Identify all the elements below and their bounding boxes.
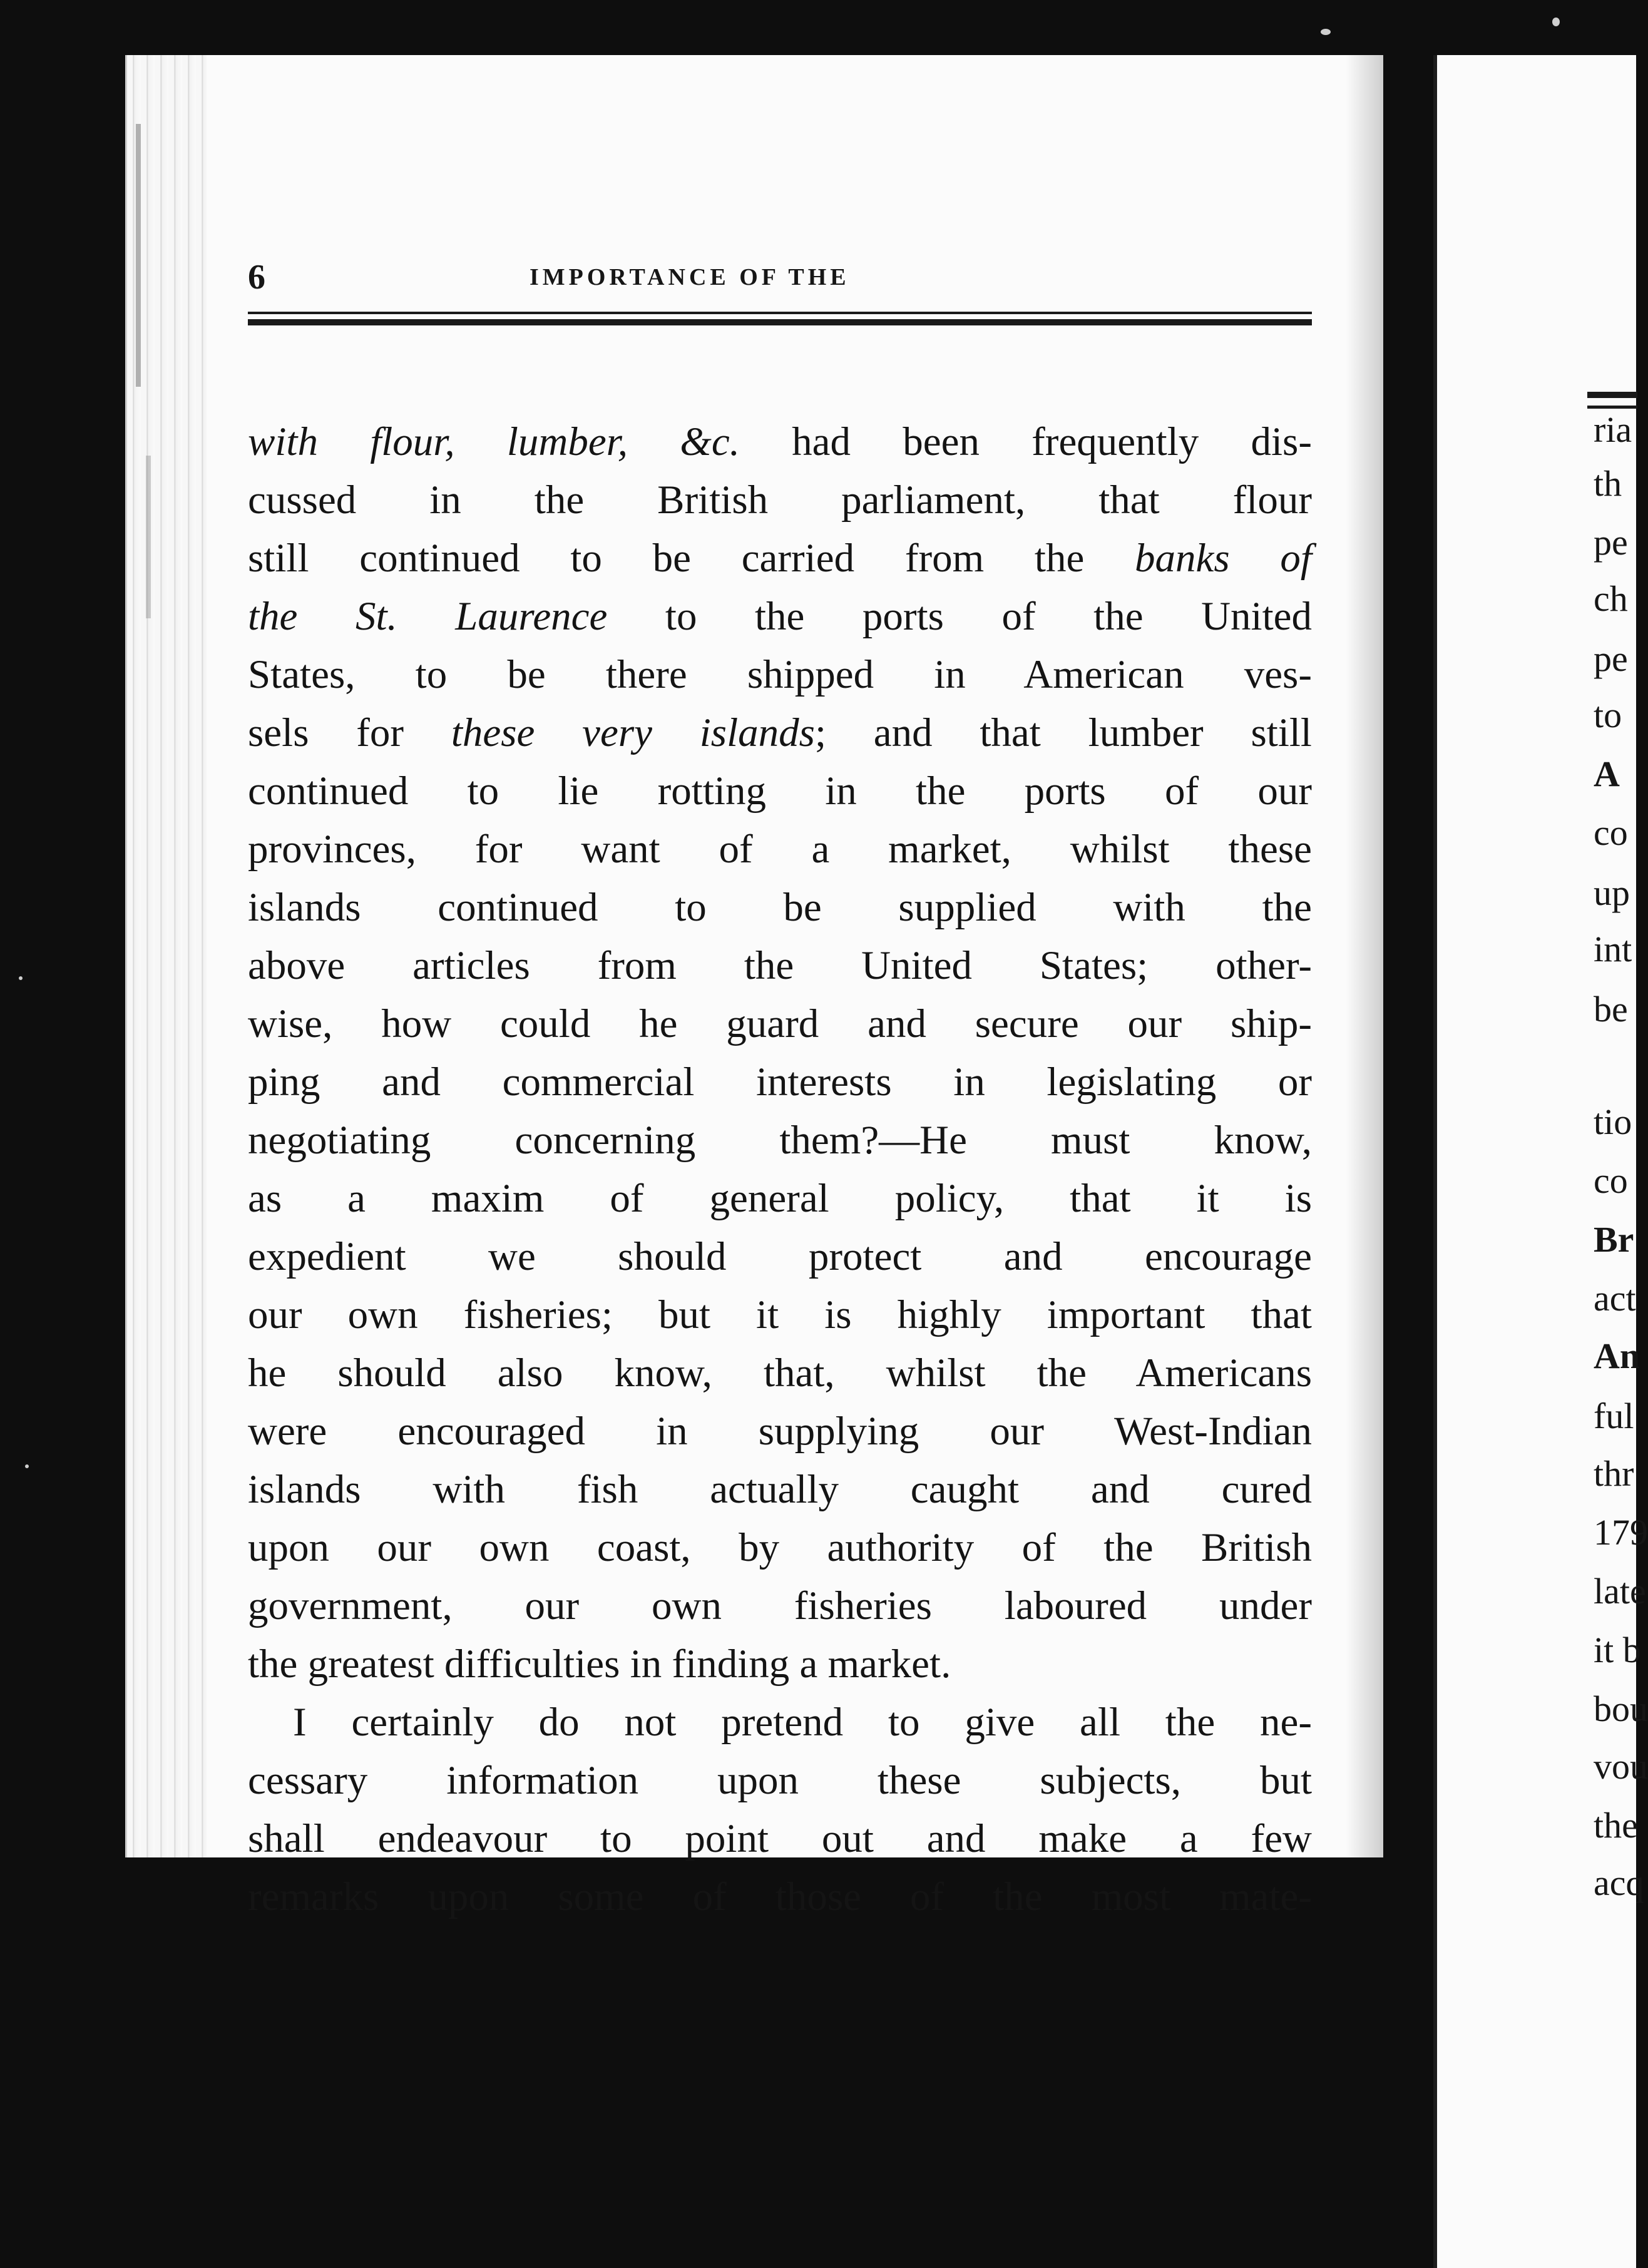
text-line: remarks upon some of those of the most mate- (248, 1874, 1312, 1919)
italic-phrase: banks of (1135, 536, 1312, 581)
text-line: the St. Laurence to the ports of the United (248, 594, 1312, 639)
text-line: continued to lie rotting in the ports of our (248, 769, 1312, 814)
facing-header-rule (1587, 392, 1637, 398)
facing-fragment: int (1594, 929, 1632, 969)
header-rule-thick (248, 319, 1312, 325)
scan-speck (1552, 18, 1560, 26)
italic-phrase: with flour, lumber, &c. (248, 419, 740, 464)
facing-fragment: vou (1594, 1746, 1648, 1787)
text-line: negotiating concerning them?—He must know, (248, 1118, 1312, 1163)
scan-speck (1321, 29, 1331, 35)
text-line: ping and commercial interests in legislating or (248, 1060, 1312, 1105)
facing-fragment: ria (1594, 409, 1632, 450)
text-line: still continued to be carried from the banks of (248, 536, 1312, 581)
facing-fragment: to (1594, 695, 1622, 735)
facing-fragment: th (1594, 463, 1622, 504)
page-header (248, 249, 1312, 305)
text-line: the greatest difficulties in finding a market. (248, 1642, 951, 1687)
scan-speck (19, 976, 23, 980)
edge-shadow (136, 124, 141, 387)
text-line: wise, how could he guard and secure our ship- (248, 1001, 1312, 1046)
gutter-shadow (1346, 55, 1383, 1857)
scan-speck (25, 1464, 29, 1468)
facing-fragment: bou (1594, 1688, 1648, 1729)
facing-fragment: tio (1594, 1101, 1632, 1142)
italic-phrase: these very islands (451, 710, 815, 755)
facing-fragment: An (1594, 1336, 1640, 1376)
facing-fragment: Br (1594, 1219, 1634, 1260)
text-line: he should also know, that, whilst the Americans (248, 1351, 1312, 1396)
facing-fragment: pe (1594, 638, 1628, 679)
text-line: islands with fish actually caught and cured (248, 1467, 1312, 1512)
facing-fragment: it b (1594, 1630, 1641, 1670)
text-line: sels for these very islands; and that lumber still (248, 710, 1312, 755)
text-line: upon our own coast, by authority of the British (248, 1525, 1312, 1570)
text-line: above articles from the United States; other- (248, 943, 1312, 988)
italic-phrase: the St. Laurence (248, 594, 608, 639)
facing-fragment: 179 (1594, 1512, 1648, 1553)
text-line: with flour, lumber, &c. had been frequently dis- (248, 419, 1312, 464)
text-line: as a maxim of general policy, that it is (248, 1176, 1312, 1221)
text-line: cussed in the British parliament, that flour (248, 478, 1312, 523)
text-line: government, our own fisheries laboured under (248, 1583, 1312, 1628)
facing-fragment: late (1594, 1571, 1646, 1612)
text-line: cessary information upon these subjects, but (248, 1758, 1312, 1803)
facing-fragment: the (1594, 1805, 1638, 1846)
facing-fragment: pe (1594, 522, 1628, 563)
header-rule-thin (248, 312, 1312, 314)
text-line: were encouraged in supplying our West-Indian (248, 1409, 1312, 1454)
facing-fragment: ch (1594, 578, 1628, 619)
text-line: provinces, for want of a market, whilst these (248, 827, 1312, 872)
facing-fragment: act (1594, 1278, 1636, 1319)
edge-shadow (146, 456, 151, 618)
text-line: our own fisheries; but it is highly important that (248, 1292, 1312, 1337)
body-text (248, 413, 1312, 1926)
facing-fragment: ful (1594, 1396, 1634, 1436)
text-line: I certainly do not pretend to give all the ne- (293, 1700, 1312, 1745)
running-head: IMPORTANCE OF THE (530, 264, 850, 290)
facing-fragment: up (1594, 872, 1630, 913)
facing-fragment: acq (1594, 1862, 1644, 1903)
facing-fragment: be (1594, 989, 1628, 1029)
facing-fragment: thr (1594, 1453, 1634, 1494)
text-line: expedient we should protect and encourage (248, 1234, 1312, 1279)
facing-fragment: co (1594, 812, 1628, 853)
text-line: islands continued to be supplied with the (248, 885, 1312, 930)
page-number: 6 (248, 258, 265, 297)
facing-fragment: co (1594, 1160, 1628, 1201)
text-line: States, to be there shipped in American ves- (248, 652, 1312, 697)
facing-fragment: A (1594, 753, 1620, 794)
text-line: shall endeavour to point out and make a few (248, 1816, 1312, 1861)
